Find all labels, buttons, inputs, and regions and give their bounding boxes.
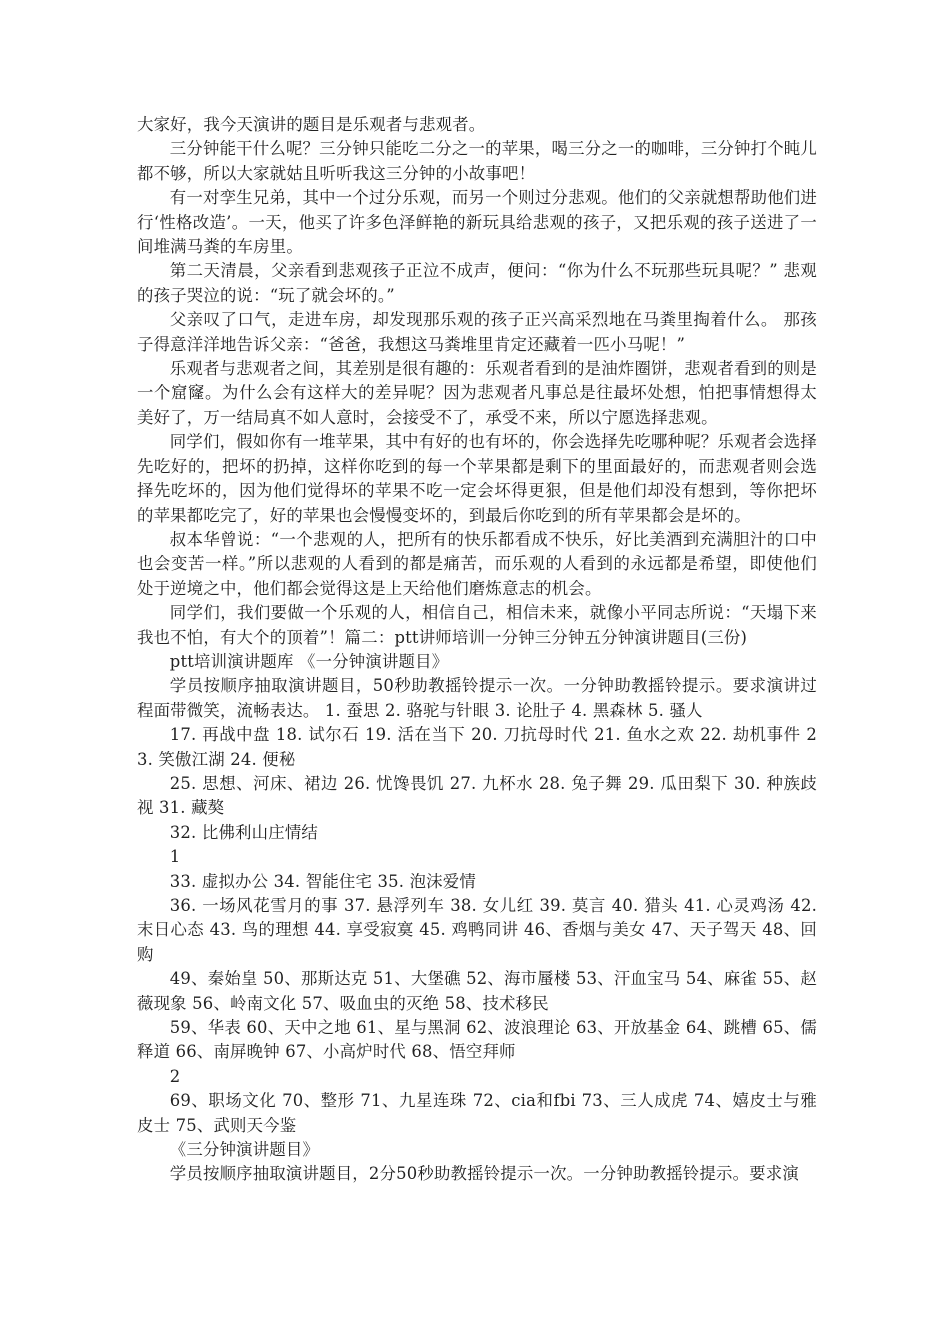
page-number: 1 (169, 847, 181, 867)
section-heading: ptt培训演讲题库 《一分钟演讲题目》 (169, 651, 449, 671)
page-number: 2 (169, 1066, 181, 1086)
body-paragraph: 同学们，我们要做一个乐观的人，相信自己，相信未来，就像小平同志所说：“天塌下来我也不怕，有大个的顶着”！篇二：ptt讲师培训一分钟三分钟五分钟演讲题目(三份) (137, 603, 817, 647)
body-paragraph: 父亲叹了口气，走进车房，却发现那乐观的孩子正兴高采烈地在马粪里掏着什么。 那孩子得意洋洋地告诉父亲：“爸爸，我想这马粪堆里肯定还藏着一匹小马呢！” (137, 310, 817, 354)
body-paragraph: 乐观者与悲观者之间，其差别是很有趣的：乐观者看到的是油炸圈饼，悲观者看到的则是一个窟窿。为什么会有这样大的差异呢？因为悲观者凡事总是往最坏处想，怕把事情想得太美好了，万一结局真不如人意时，会接受不了，承受不来，所以宁愿选择悲观。 (137, 359, 817, 427)
topic-list-paragraph: 33. 虚拟办公 34. 智能住宅 35. 泡沫爱情 (169, 871, 476, 891)
opening-paragraph: 大家好，我今天演讲的题目是乐观者与悲观者。 (137, 115, 486, 134)
topic-list-paragraph: 36. 一场风花雪月的事 37. 悬浮列车 38. 女儿红 39. 莫言 40. 猎头 41. 心灵鸡汤 42. 末日心态 43. 鸟的理想 44. 享受寂寞 45. 鸡鸭同讲 46、香烟与美女 47、天子驾天 48、回购 (137, 896, 817, 964)
body-paragraph: 叔本华曾说：“一个悲观的人，把所有的快乐都看成不快乐，好比美酒到充满胆汁的口中也会变苦一样。”所以悲观的人看到的都是痛苦，而乐观的人看到的永远都是希望，即使他们处于逆境之中，他们都会觉得这是上天给他们磨炼意志的机会。 (137, 529, 817, 598)
body-paragraph: 第二天清晨，父亲看到悲观孩子正泣不成声，便问：“你为什么不玩那些玩具呢？” 悲观的孩子哭泣的说：“玩了就会坏的。” (137, 261, 817, 305)
body-paragraph: 同学们，假如你有一堆苹果，其中有好的也有坏的，你会选择先吃哪种呢？乐观者会选择先吃好的，把坏的扔掉，这样你吃到的每一个苹果都是剩下的里面最好的，而悲观者则会选择先吃坏的，因为他们觉得坏的苹果不吃一定会坏得更狠，但是他们却没有想到，等你把坏的苹果都吃完了，好的苹果也会慢慢变坏的，到最后你吃到的所有苹果都会是坏的。 (137, 432, 817, 525)
topic-list-paragraph: 32. 比佛利山庄情结 (169, 822, 319, 842)
topic-list-paragraph: 学员按顺序抽取演讲题目，50秒助教摇铃提示一次。一分钟助教摇铃提示。要求演讲过程面带微笑，流畅表达。 1. 蚕思 2. 骆驼与针眼 3. 论肚子 4. 黑森林 5. 骚人 (137, 676, 817, 720)
body-paragraph: 有一对孪生兄弟，其中一个过分乐观，而另一个则过分悲观。他们的父亲就想帮助他们进行‘性格改造’。一天，他买了许多色泽鲜艳的新玩具给悲观的孩子，又把乐观的孩子送进了一间堆满马粪的车房里。 (137, 188, 817, 257)
document-body (137, 113, 817, 1187)
body-paragraph: 三分钟能干什么呢？三分钟只能吃二分之一的苹果，喝三分之一的咖啡，三分钟打个盹儿都不够，所以大家就姑且听听我这三分钟的小故事吧！ (137, 139, 817, 183)
topic-list-paragraph: 25. 思想、河床、裙边 26. 忧馋畏饥 27. 九杯水 28. 兔子舞 29. 瓜田梨下 30. 种族歧视 31. 藏獒 (137, 773, 817, 818)
topic-list-paragraph: 59、华表 60、天中之地 61、星与黑洞 62、波浪理论 63、开放基金 64、跳槽 65、儒释道 66、南屏晚钟 67、小高炉时代 68、悟空拜师 (137, 1018, 817, 1062)
section-heading: 《三分钟演讲题目》 (169, 1140, 320, 1160)
topic-list-paragraph: 49、秦始皇 50、那斯达克 51、大堡礁 52、海市蜃楼 53、汗血宝马 54、麻雀 55、赵薇现象 56、岭南文化 57、吸血虫的灭绝 58、技术移民 (137, 969, 817, 1013)
topic-list-paragraph: 69、职场文化 70、整形 71、九星连珠 72、cia和fbi 73、三人成虎 74、嬉皮士与雅皮士 75、武则天今鉴 (137, 1091, 817, 1135)
topic-list-paragraph: 17. 再战中盘 18. 试尔石 19. 活在当下 20. 刀抗母时代 21. 鱼水之欢 22. 劫机事件 23. 笑傲江湖 24. 便秘 (137, 725, 817, 769)
body-paragraph: 学员按顺序抽取演讲题目，2分50秒助教摇铃提示一次。一分钟助教摇铃提示。要求演 (169, 1164, 799, 1184)
